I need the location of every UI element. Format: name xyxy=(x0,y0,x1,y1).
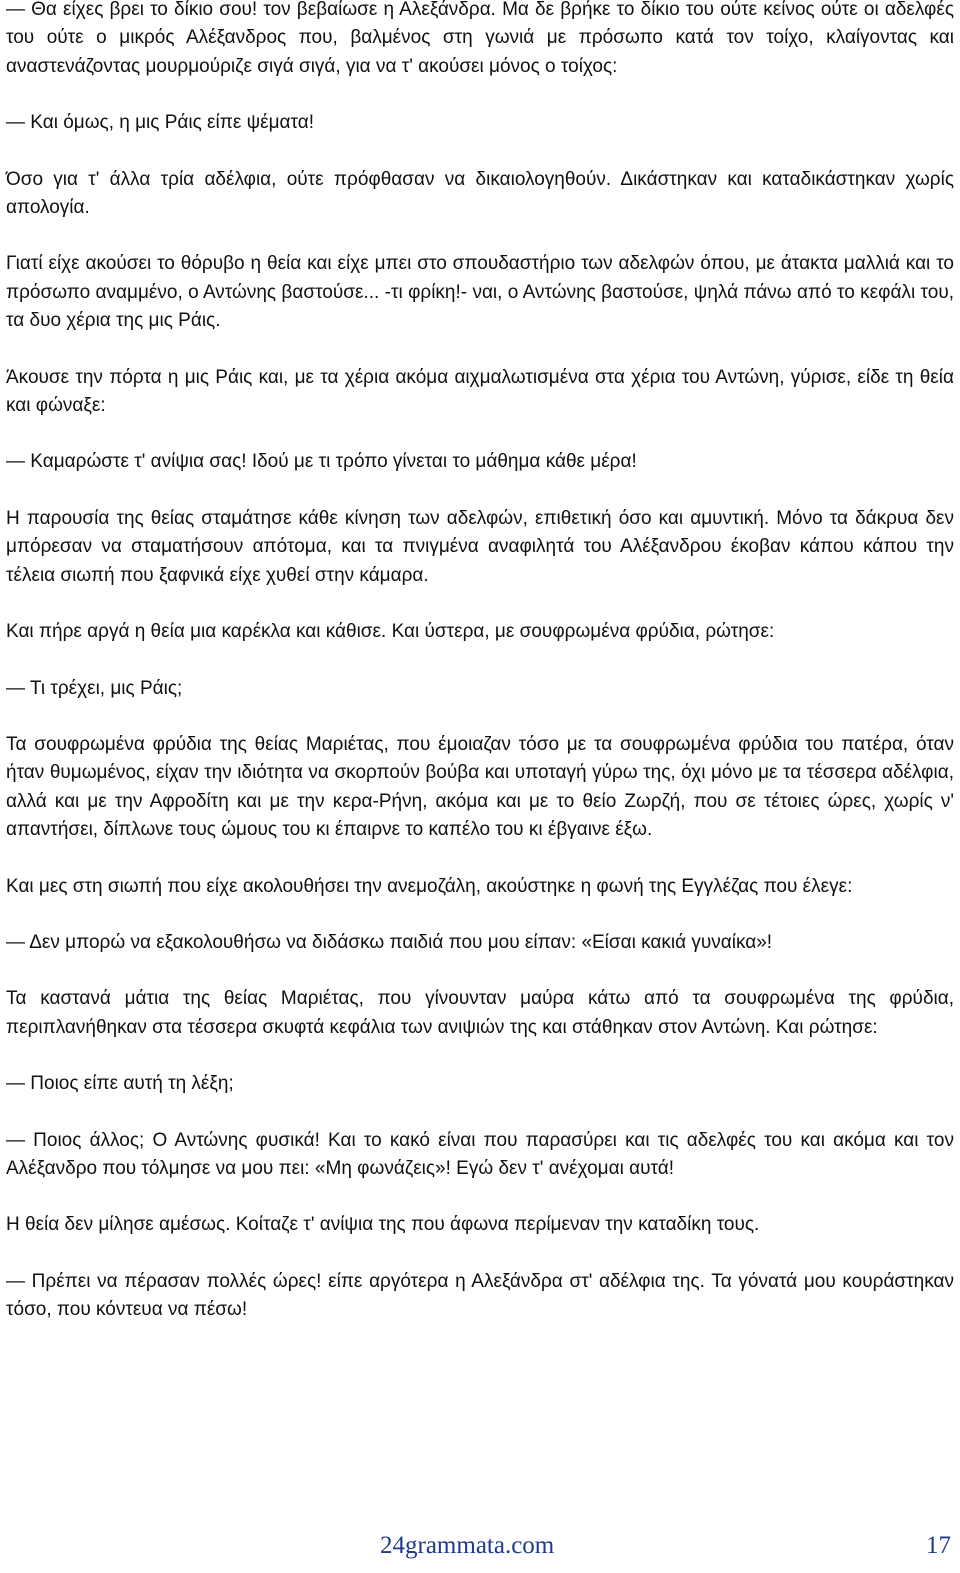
paragraph: Γιατί είχε ακούσει το θόρυβο η θεία και είχε μπει στο σπουδαστήριο των αδελφών όπου, με άτακτα μαλλιά και το πρόσωπο αναμμένο, ο Αντώνης βαστούσε... -τι φρίκη!- ναι, ο Αντώνης βαστούσε, ψηλά πάνω από το κεφάλι του, τα δυο χέρια της μις Ράις. xyxy=(6,253,954,332)
paragraph: — Ποιος είπε αυτή τη λέξη; xyxy=(6,1073,234,1095)
paragraph: — Και όμως, η μις Ράις είπε ψέματα! xyxy=(6,112,315,134)
paragraph: — Πρέπει να πέρασαν πολλές ώρες! είπε αργότερα η Αλεξάνδρα στ' αδέλφια της. Τα γόνατά μου κουράστηκαν τόσο, που κόντευα να πέσω! xyxy=(6,1270,954,1321)
paragraph: — Θα είχες βρει το δίκιο σου! τον βεβαίωσε η Αλεξάνδρα. Μα δε βρήκε το δίκιο του ούτε κείνος ούτε οι αδελφές του ούτε ο μικρός Αλέξανδρος που, βαλμένος στη γωνιά με πρόσωπο κατά τον τοίχο, κλαίγοντας και αναστενάζοντας μουρμούριζε σιγά σιγά, για να τ' ακούσει μόνος ο τοίχος: xyxy=(6,0,954,77)
document-body xyxy=(6,0,954,1325)
paragraph: Όσο για τ' άλλα τρία αδέλφια, ούτε πρόφθασαν να δικαιολογηθούν. Δικάστηκαν και καταδικάστηκαν χωρίς απολογία. xyxy=(6,168,954,219)
paragraph: Η παρουσία της θείας σταμάτησε κάθε κίνηση των αδελφών, επιθετική όσο και αμυντική. Μόνο τα δάκρυα δεν μπόρεσαν να σταματήσουν απότομα, και τα πνιγμένα αναφιλητά του Αλέξανδρου έκοβαν κάπου κάπου την τέλεια σιωπή που ξαφνικά είχε χυθεί στην κάμαρα. xyxy=(6,507,954,586)
page-footer xyxy=(0,1532,960,1566)
page-number: 17 xyxy=(926,1532,951,1559)
paragraph: — Καμαρώστε τ' ανίψια σας! Ιδού με τι τρόπο γίνεται το μάθημα κάθε μέρα! xyxy=(6,451,637,473)
paragraph: — Ποιος άλλος; Ο Αντώνης φυσικά! Και το κακό είναι που παρασύρει και τις αδελφές του και ακόμα και τον Αλέξανδρο που τόλμησε να μου πει: «Μη φωνάζεις»! Εγώ δεν τ' ανέχομαι αυτά! xyxy=(6,1129,954,1179)
paragraph: Και μες στη σιωπή που είχε ακολουθήσει την ανεμοζάλη, ακούστηκε η φωνή της Εγγλέζας που έλεγε: xyxy=(6,875,853,897)
paragraph: Και πήρε αργά η θεία μια καρέκλα και κάθισε. Και ύστερα, με σουφρωμένα φρύδια, ρώτησε: xyxy=(6,621,775,643)
paragraph: Τα σουφρωμένα φρύδια της θείας Μαριέτας, που έμοιαζαν τόσο με τα σουφρωμένα φρύδια του πατέρα, όταν ήταν θυμωμένος, είχαν την ιδιότητα να σκορπούν βούβα και υποταγή γύρω της, όχι μόνο με τα τέσσερα αδέλφια, αλλά και με την Αφροδίτη και με την κερα-Ρήνη, ακόμα και με το θείο Ζωρζή, που σε τέτοιες ώρες, χωρίς ν' απαντήσει, δίπλωνε τους ώμους του κι έπαιρνε το καπέλο του κι έβγαινε έξω. xyxy=(6,733,954,841)
paragraph: — Δεν μπορώ να εξακολουθήσω να διδάσκω παιδιά που μου είπαν: «Είσαι κακιά γυναίκα»! xyxy=(6,931,773,953)
paragraph: — Τι τρέχει, μις Ράις; xyxy=(6,677,183,699)
paragraph: Άκουσε την πόρτα η μις Ράις και, με τα χέρια ακόμα αιχμαλωτισμένα στα χέρια του Αντώνη, γύρισε, είδε τη θεία και φώναξε: xyxy=(6,366,954,417)
paragraph: Η θεία δεν μίλησε αμέσως. Κοίταζε τ' ανίψια της που άφωνα περίμεναν την καταδίκη τους. xyxy=(6,1214,760,1236)
footer-site-link[interactable]: 24grammata.com xyxy=(380,1532,555,1559)
paragraph: Τα καστανά μάτια της θείας Μαριέτας, που γίνουνταν μαύρα κάτω από τα σουφρωμένα της φρύδια, περιπλανήθηκαν στα τέσσερα σκυφτά κεφάλια των ανιψιών της και στάθηκαν στον Αντώνη. Και ρώτησε: xyxy=(6,988,954,1038)
